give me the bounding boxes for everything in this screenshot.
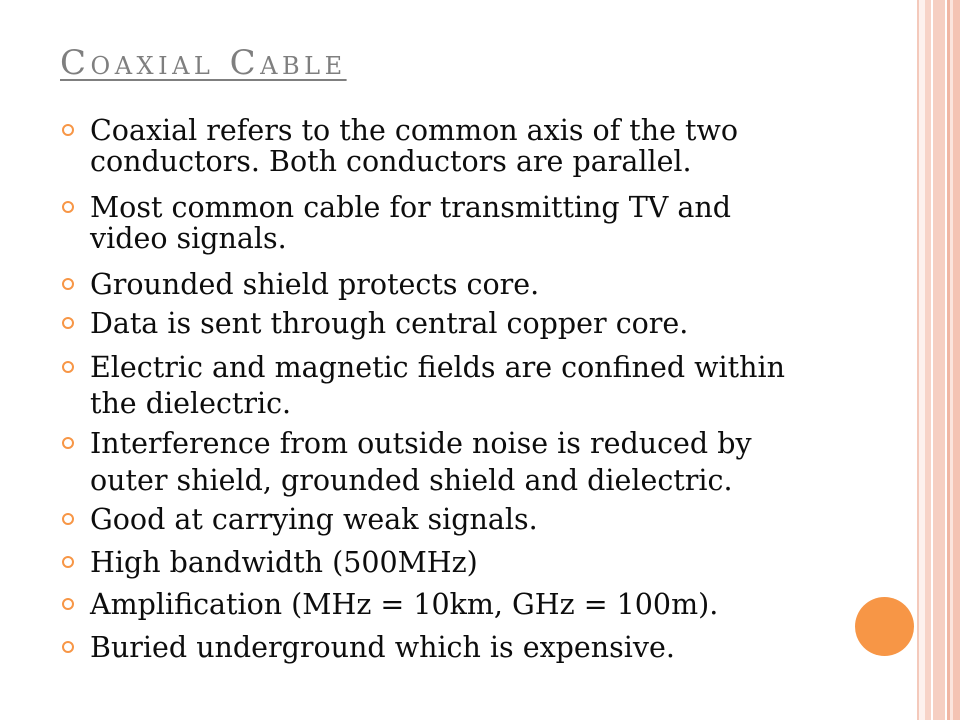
bullet-item [90, 425, 752, 499]
bullet-text-line: Most common cable for transmitting TV and [90, 191, 731, 224]
bullet-text-line: Amplification (MHz = 10km, GHz = 100m). [90, 588, 719, 621]
bullet-text-line: Good at carrying weak signals. [90, 503, 538, 536]
circle-bullet-icon [62, 361, 74, 373]
circle-bullet-icon [62, 201, 74, 213]
bullet-item [90, 546, 478, 580]
circle-bullet-icon [62, 317, 74, 329]
circle-bullet-icon [62, 278, 74, 290]
bullet-text-line: video signals. [90, 222, 287, 255]
bullet-item [90, 307, 688, 341]
bullet-text-line: Data is sent through central copper core. [90, 307, 689, 340]
bullet-text-line: Electric and magnetic fields are confined within [90, 351, 785, 384]
bullet-text-line: Coaxial refers to the common axis of the two [90, 114, 739, 147]
bullet-text-line: Grounded shield protects core. [90, 268, 540, 301]
circle-bullet-icon [62, 598, 74, 610]
circle-bullet-icon [62, 641, 74, 653]
slide-title: Coaxial Cable [60, 43, 347, 83]
bullet-item [90, 192, 731, 254]
circle-bullet-icon [62, 513, 74, 525]
bullet-text-line: the dielectric. [90, 387, 292, 420]
bullet-item [90, 588, 718, 622]
bullet-text-line: Buried underground which is expensive. [90, 631, 675, 664]
circle-bullet-icon [62, 556, 74, 568]
bullet-item [90, 631, 675, 665]
circle-bullet-icon [62, 124, 74, 136]
bullet-item [90, 503, 538, 537]
decorative-side-stripes [917, 0, 960, 720]
circle-bullet-icon [62, 437, 74, 449]
bullet-item [90, 350, 785, 422]
bullet-text-line: conductors. Both conductors are parallel. [90, 145, 692, 178]
bullet-item [90, 115, 738, 177]
bullet-item [90, 268, 539, 302]
bullet-text-line: High bandwidth (500MHz) [90, 546, 478, 579]
bullet-text-line: outer shield, grounded shield and dielectric. [90, 464, 733, 497]
decorative-orange-circle [855, 597, 914, 656]
bullet-text-line: Interference from outside noise is reduced by [90, 427, 752, 460]
